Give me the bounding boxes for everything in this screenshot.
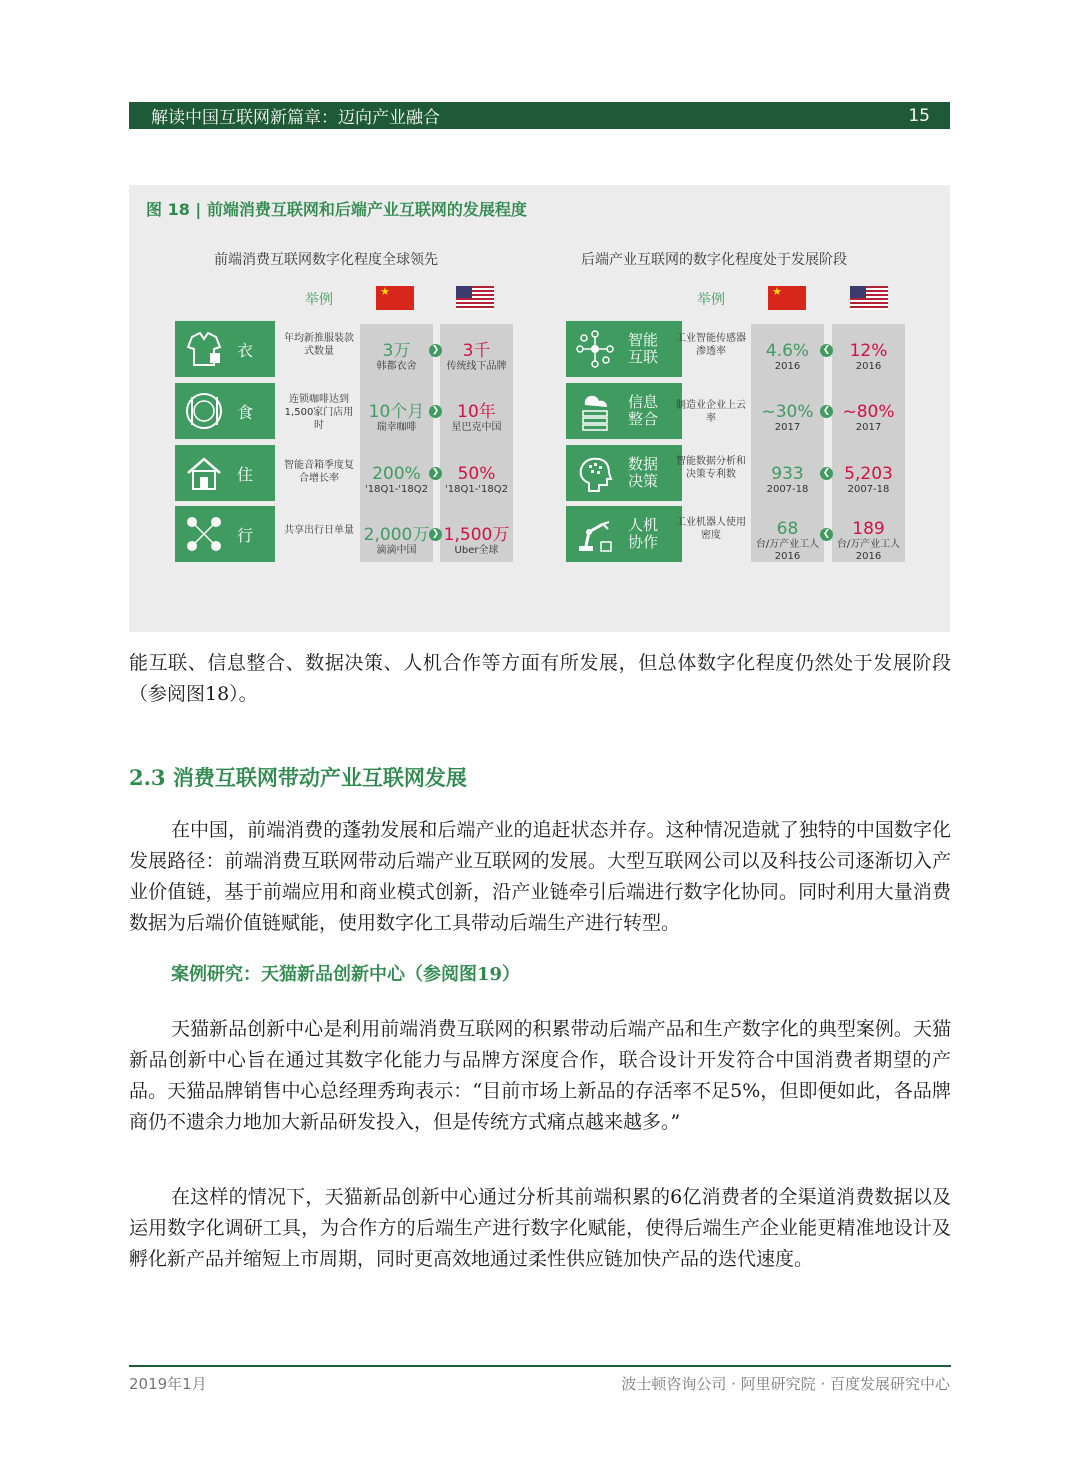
cn-note: 韩都衣舍	[376, 361, 417, 372]
row-card-smart-connect	[566, 321, 682, 377]
chevron-right-icon: ❯	[429, 467, 442, 480]
cn-value: 10个月	[368, 402, 425, 422]
chevron-right-icon: ❯	[429, 528, 442, 541]
row-name: 衣	[237, 340, 254, 360]
us-note: 2016	[855, 361, 882, 372]
us-value: 3千	[462, 341, 491, 361]
us-value-cell	[832, 341, 905, 373]
row-name: 信息整合	[628, 393, 659, 428]
us-value: ~80%	[842, 402, 895, 422]
us-note: 星巴克中国	[451, 422, 502, 433]
row-name: 人机协作	[628, 516, 659, 551]
us-value-cell	[832, 519, 905, 563]
us-value-cell	[440, 341, 513, 373]
us-value-cell	[832, 464, 905, 496]
right-example-label: 举例	[697, 292, 725, 308]
cn-value: 2,000万	[363, 525, 430, 545]
chevron-right-icon: ❯	[429, 344, 442, 357]
chevron-left-icon: ❮	[820, 528, 833, 541]
cn-value-cell	[360, 341, 433, 373]
paragraph-2: 天猫新品创新中心是利用前端消费互联网的积累带动后端产品和生产数字化的典型案例。天猫新品创新中心旨在通过其数字化能力与品牌方深度合作，联合设计开发符合中国消费者期望的产品。天猫品牌销售中心总经理秀珣表示：“目前市场上新品的存活率不足5%，但即便如此，各品牌商仍不遗余力地加大新品研发投入，但是传统方式痛点越来越多。”	[129, 1018, 951, 1133]
home-icon	[181, 450, 227, 496]
us-note: 台/万产业工人	[836, 539, 901, 550]
cn-value-cell	[751, 402, 824, 434]
row-card-info-integration	[566, 383, 682, 439]
row-card-data-decision	[566, 445, 682, 501]
chevron-left-icon: ❮	[820, 405, 833, 418]
dining-icon	[181, 388, 227, 434]
robot-arm-icon	[572, 511, 618, 557]
cn-value-cell	[360, 525, 433, 557]
right-panel-subtitle: 后端产业互联网的数字化程度处于发展阶段	[581, 252, 847, 268]
cn-value: 4.6%	[765, 341, 810, 361]
china-flag-icon	[768, 286, 806, 310]
row-name: 数据决策	[628, 455, 659, 490]
cn-value: 200%	[372, 464, 421, 484]
us-value: 10年	[457, 402, 496, 422]
us-value-cell	[440, 464, 513, 496]
us-note: 2007-18	[847, 484, 890, 495]
figure-18	[129, 185, 950, 632]
cn-note: 瑞幸咖啡	[376, 422, 417, 433]
china-flag-icon	[376, 286, 414, 310]
us-flag-icon	[850, 286, 888, 310]
figure-title: 图 18 | 前端消费互联网和后端产业互联网的发展程度	[146, 200, 527, 219]
us-note-year: 2016	[855, 551, 882, 562]
row-name: 住	[237, 464, 254, 484]
row-description: 工业智能传感器渗透率	[676, 333, 746, 357]
us-note: 2017	[855, 422, 882, 433]
us-value: 189	[852, 519, 885, 539]
row-card-clothing	[175, 321, 275, 377]
chevron-left-icon: ❮	[820, 467, 833, 480]
footer-date: 2019年1月	[129, 1375, 207, 1393]
section-title: 2.3 消费互联网带动产业互联网发展	[129, 765, 467, 790]
chevron-left-icon: ❮	[820, 344, 833, 357]
row-description: 连锁咖啡达到1,500家门店用时	[284, 394, 354, 431]
us-note: 传统线下品牌	[446, 361, 507, 372]
left-example-label: 举例	[305, 292, 333, 308]
row-description: 工业机器人使用密度	[676, 517, 746, 541]
us-value-cell	[832, 402, 905, 434]
us-value: 12%	[849, 341, 888, 361]
chevron-right-icon: ❯	[429, 405, 442, 418]
document-title: 解读中国互联网新篇章：迈向产业融合	[151, 108, 440, 128]
row-description: 智能音箱季度复合增长率	[284, 460, 354, 484]
cn-note: 2007-18	[766, 484, 809, 495]
cn-value-cell	[751, 464, 824, 496]
row-card-human-robot	[566, 506, 682, 562]
cn-value: 933	[771, 464, 804, 484]
us-value-cell	[440, 402, 513, 434]
case-study-title: 案例研究：天猫新品创新中心（参阅图19）	[171, 964, 521, 985]
row-name: 智能互联	[628, 331, 659, 366]
row-description: 年均新推服装款式数量	[284, 333, 354, 357]
cn-value-cell	[751, 519, 824, 563]
cn-note: 2016	[774, 361, 801, 372]
page-number: 15	[908, 105, 930, 126]
us-flag-icon	[456, 286, 494, 310]
cn-note: 2017	[774, 422, 801, 433]
cn-value-cell	[360, 464, 433, 496]
cn-note: 台/万产业工人	[755, 539, 820, 550]
cn-value-cell	[360, 402, 433, 434]
row-description: 共享出行日单量	[284, 525, 354, 536]
header-bar	[129, 102, 950, 129]
paragraph-continuation: 能互联、信息整合、数据决策、人机合作等方面有所发展，但总体数字化程度仍然处于发展阶段（参阅图18）。	[129, 652, 951, 705]
row-card-housing	[175, 445, 275, 501]
footer-organizations: 波士顿咨询公司 · 阿里研究院 · 百度发展研究中心	[621, 1375, 950, 1393]
us-note: Uber全球	[454, 545, 499, 556]
row-card-transport	[175, 506, 275, 562]
paragraph-1: 在中国，前端消费的蓬勃发展和后端产业的追赶状态并存。这种情况造就了独特的中国数字化发展路径：前端消费互联网带动后端产业互联网的发展。大型互联网公司以及科技公司逐渐切入产业价值链，基于前端应用和商业模式创新，沿产业链牵引后端进行数字化协同。同时利用大量消费数据为后端价值链赋能，使用数字化工具带动后端生产进行转型。	[129, 819, 951, 934]
us-value-cell	[440, 525, 513, 557]
cn-note-year: 2016	[774, 551, 801, 562]
row-description: 制造业企业上云率	[676, 400, 746, 424]
cn-note: 滴滴中国	[376, 545, 417, 556]
row-name: 食	[237, 402, 254, 422]
cloud-server-icon	[572, 388, 618, 434]
us-value: 5,203	[844, 464, 893, 484]
footer-divider	[129, 1365, 951, 1367]
cn-value: 3万	[382, 341, 411, 361]
paragraph-3: 在这样的情况下，天猫新品创新中心通过分析其前端积累的6亿消费者的全渠道消费数据以及运用数字化调研工具，为合作方的后端生产进行数字化赋能，使得后端生产企业能更精准地设计及孵化新产品并缩短上市周期，同时更高效地通过柔性供应链加快产品的迭代速度。	[129, 1186, 951, 1270]
cn-value: 68	[776, 519, 799, 539]
ride-share-icon	[181, 511, 227, 557]
cn-value: ~30%	[761, 402, 814, 422]
row-card-food	[175, 383, 275, 439]
row-name: 行	[237, 525, 254, 545]
us-note: '18Q1-'18Q2	[444, 484, 509, 495]
row-description: 智能数据分析和决策专利数	[676, 456, 746, 480]
us-value: 50%	[457, 464, 496, 484]
clothing-icon	[181, 326, 227, 372]
network-icon	[572, 326, 618, 372]
cn-note: '18Q1-'18Q2	[364, 484, 429, 495]
us-value: 1,500万	[443, 525, 510, 545]
left-panel-subtitle: 前端消费互联网数字化程度全球领先	[214, 252, 438, 268]
data-brain-icon	[572, 450, 618, 496]
cn-value-cell	[751, 341, 824, 373]
